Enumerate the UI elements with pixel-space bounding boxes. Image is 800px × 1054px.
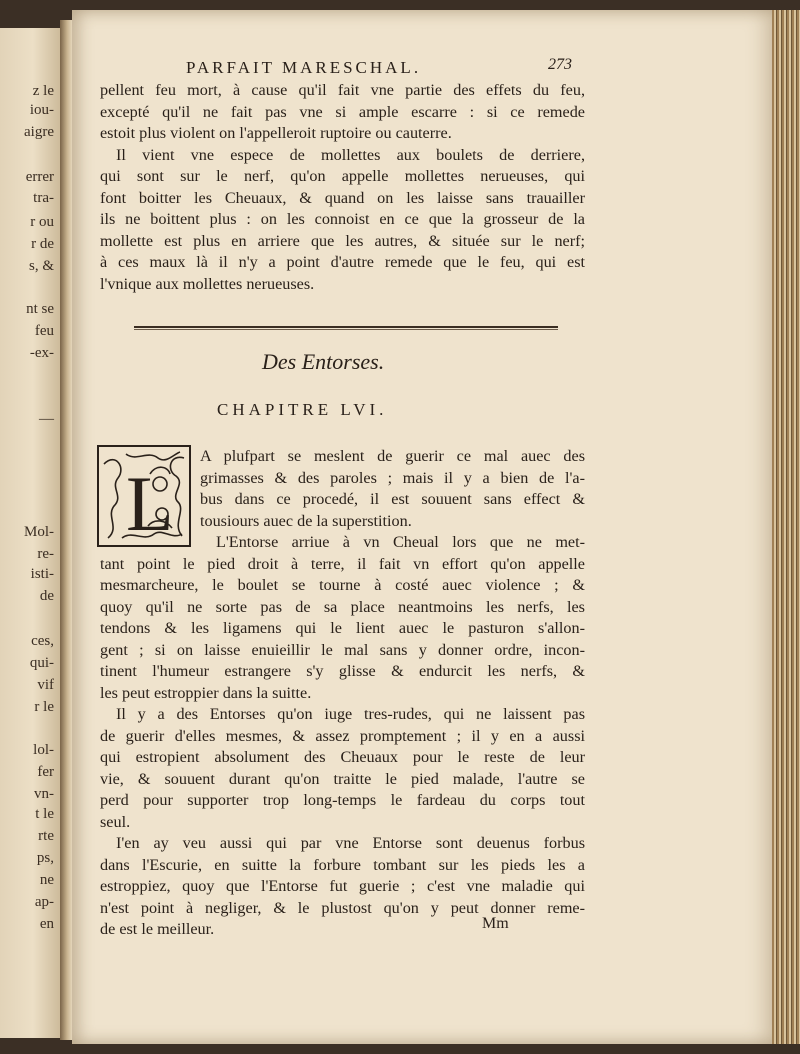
text-line: estoit plus violent on l'appelleroit ruptoire ou cauterre. xyxy=(100,124,452,142)
left-page-fragment: ps, xyxy=(36,850,54,866)
left-page-fragment: -ex- xyxy=(29,345,54,361)
text-line: grimasses & des paroles ; mais il y a bien de l'a- xyxy=(200,468,585,487)
left-page-fragment: rte xyxy=(38,828,54,844)
left-page-fragment: z le xyxy=(32,83,54,99)
section-rule-thin xyxy=(134,329,558,330)
left-page-fragment: Mol- xyxy=(24,524,54,540)
text-line: de guerir d'elles mesmes, & assez promptement ; il y en a aussi xyxy=(100,726,585,745)
left-page-fragment: nt se xyxy=(26,301,54,317)
text-line: n'est point à negliger, & le plustost qu'on y peut donner reme- xyxy=(100,898,585,917)
left-page-fragment: ces, xyxy=(31,633,54,649)
text-line: les peut estroppier dans la suitte. xyxy=(100,683,312,702)
text-line: mollette est plus en arriere que les autres, & située sur le nerf; xyxy=(100,231,585,250)
left-page-fragment: isti- xyxy=(30,566,54,582)
text-line: seul. xyxy=(100,812,131,831)
text-line: vie, & souuent durant qu'on traitte le pied malade, l'autre se xyxy=(100,769,585,788)
text-line: L'Entorse arriue à vn Cheual lors que ne met- xyxy=(216,533,585,551)
top-text-block xyxy=(100,80,585,295)
left-page-fragment: — xyxy=(39,411,54,427)
text-line: quoy qu'il ne sorte pas de sa place neantmoins les nerfs, les xyxy=(100,597,585,616)
text-line: Il vient vne espece de mollettes aux boulets de derriere, xyxy=(116,145,585,164)
text-line: ils ne boittent plus : on les connoist en ce que la grosseur de la xyxy=(100,210,585,228)
left-page-fragment: ap- xyxy=(34,894,54,910)
text-line: estroppiez, quoy que l'Entorse fut guerie ; c'est vne maladie qui xyxy=(100,877,585,895)
text-line: tendons & les ligamens qui le lient auec le pasturon s'allon- xyxy=(100,619,585,637)
left-page-fragment: r ou xyxy=(30,214,54,230)
text-line: Il y a des Entorses qu'on iuge tres-rudes, qui ne laissent pas xyxy=(116,705,585,723)
left-page-fragment: lol- xyxy=(33,742,54,758)
left-page-fragment: re- xyxy=(37,546,54,562)
page-stack-edge xyxy=(772,10,800,1044)
chapter-title: CHAPITRE LVI. xyxy=(217,400,388,419)
running-title: PARFAIT MARESCHAL. xyxy=(186,58,422,77)
left-page-fragment: tra- xyxy=(33,190,54,206)
page-number: 273 xyxy=(548,56,572,73)
left-page-edge xyxy=(0,28,61,1038)
text-line: gent ; si on laisse enuieillir le mal sans y donner ordre, incon- xyxy=(100,640,585,659)
text-line: tinent l'humeur estrangere s'y glisse & endurcit les nerfs, & xyxy=(100,662,585,680)
left-page-fragment: de xyxy=(39,588,54,604)
left-page-fragment: iou- xyxy=(29,102,54,118)
text-line: I'en ay veu aussi qui par vne Entorse sont deuenus forbus xyxy=(116,834,585,852)
dropcap-letter: L xyxy=(126,460,174,547)
text-line: pellent feu mort, à cause qu'il fait vne partie des effets du feu, xyxy=(100,81,585,99)
book-gutter xyxy=(60,20,72,1040)
text-line: font boitter les Cheuaux, & quand on les laisse sans trauailler xyxy=(100,188,585,207)
left-page-fragment: errer xyxy=(25,169,54,185)
left-page-fragment: qui- xyxy=(29,655,54,671)
text-line: mesmarcheure, le boulet se tourne à costé auec violence ; & xyxy=(100,576,585,594)
left-page-fragment: s, & xyxy=(28,258,54,274)
text-line: perd pour supporter trop long-temps le fardeau du corps tout xyxy=(100,791,585,809)
chapter-text-block xyxy=(100,446,585,941)
left-page-fragment: vn- xyxy=(34,786,54,802)
left-page-fragment: t le xyxy=(35,806,54,822)
text-line: tousiours auec de la superstition. xyxy=(200,511,412,530)
text-line: A plufpart se meslent de guerir ce mal auec des xyxy=(200,447,585,465)
text-line: qui sont sur le nerf, qu'on appelle mollettes nerueuses, qui xyxy=(100,167,585,185)
text-line: excepté qu'il ne fait pas vne si ample escarre : si ce remede xyxy=(100,102,585,121)
section-title: Des Entorses. xyxy=(262,349,385,374)
left-page-fragment: vif xyxy=(37,677,54,693)
left-page-fragment: aigre xyxy=(24,124,54,140)
left-page-fragment: ne xyxy=(39,872,54,888)
text-line: qui estropient absolument des Cheuaux pour le reste de leur xyxy=(100,748,585,766)
left-page-fragment: fer xyxy=(37,764,54,780)
catchword: Mm xyxy=(482,915,509,932)
left-page-fragment: r le xyxy=(34,699,54,715)
text-line: dans l'Escurie, en suitte la forbure tombant sur les pieds les a xyxy=(100,855,585,874)
text-line: à ces maux là il n'y a point d'autre remede que le feu, qui est xyxy=(100,253,585,271)
text-line: de est le meilleur. xyxy=(100,920,215,938)
text-line: tant point le pied droit à terre, il fait vn effort qu'on appelle xyxy=(100,554,585,573)
left-page-fragment: feu xyxy=(34,323,54,339)
left-page-fragment: r de xyxy=(31,236,54,252)
text-line: l'vnique aux mollettes nerueuses. xyxy=(100,274,315,293)
left-page-fragment: en xyxy=(39,916,54,932)
text-line: bus dans ce procedé, il est souuent sans effect & xyxy=(200,490,585,508)
section-rule xyxy=(134,326,558,328)
